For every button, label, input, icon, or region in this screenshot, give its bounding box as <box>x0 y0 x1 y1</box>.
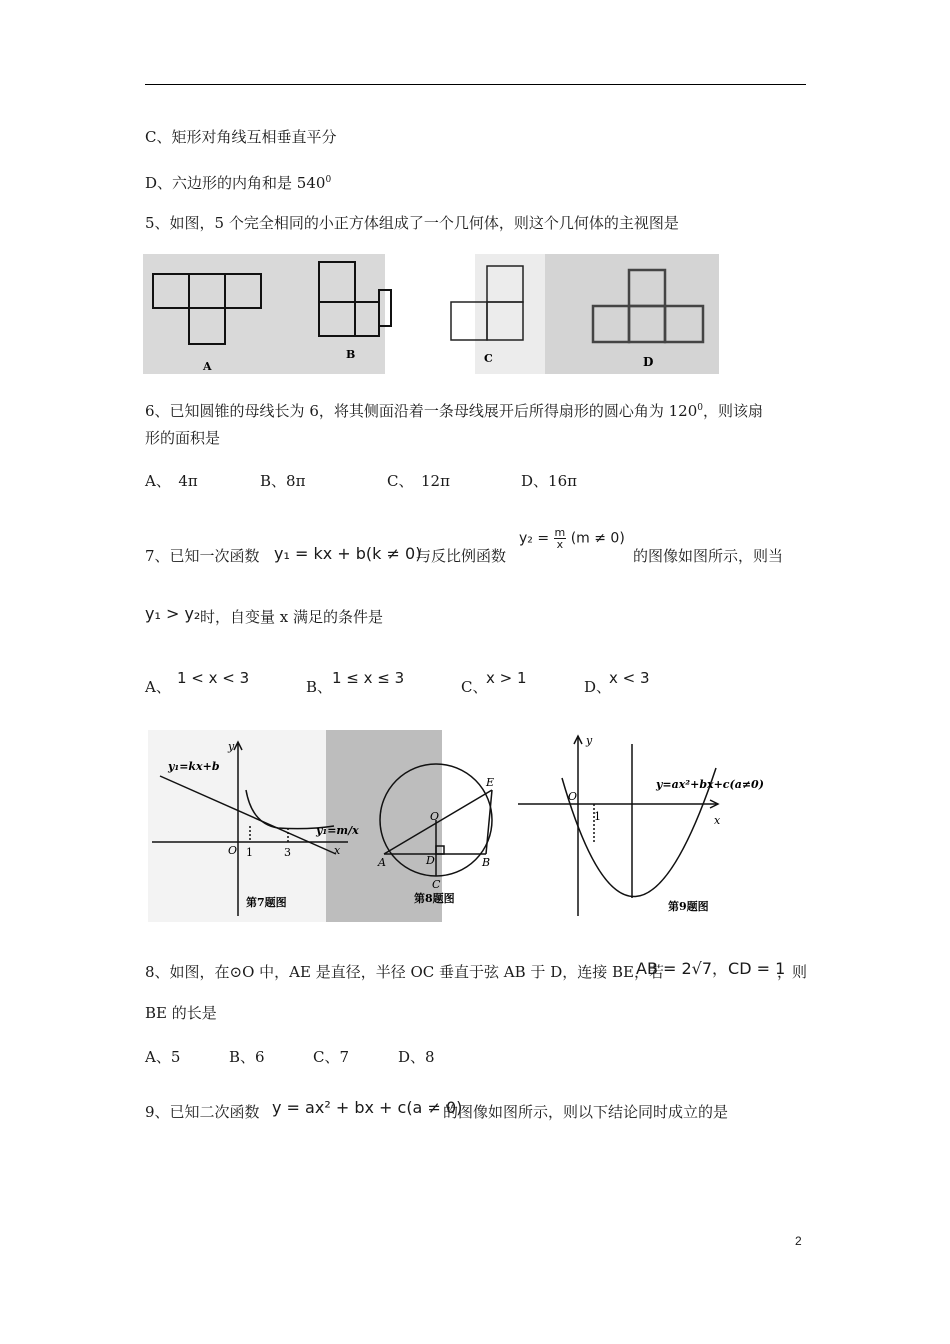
q4-option-d <box>145 170 331 193</box>
fig9-axis-x: x <box>714 814 721 827</box>
q8-line1-suffix: ，则 <box>777 963 808 981</box>
q6-line1-text: 6、已知圆锥的母线长为 6，将其侧面沿着一条母线展开后所得扇形的圆心角为 120 <box>145 402 698 420</box>
q6-option-d: D、16π <box>521 472 577 490</box>
q7-line1-middle: 与反比例函数 <box>416 547 507 565</box>
fig9 <box>518 736 718 916</box>
q9-prefix: 9、已知二次函数 <box>145 1103 260 1121</box>
q7-y1-formula: y₁ = kx + b(k ≠ 0) <box>274 544 422 563</box>
q7-option-a-label: A、 <box>145 678 171 696</box>
fig9-caption: 第9题图 <box>668 900 709 913</box>
q7-y2-den: x <box>556 538 564 551</box>
q6-line2: 形的面积是 <box>145 429 221 447</box>
fig8-point-d: D <box>426 854 435 867</box>
label-d: D <box>643 355 654 369</box>
q8-option-a: A、5 <box>145 1048 181 1066</box>
fig9-tick-1: 1 <box>594 810 601 823</box>
fig7-caption: 第7题图 <box>246 896 287 909</box>
q5-figure <box>143 254 719 374</box>
fig7-line-label: y₁=kx+b <box>168 760 220 773</box>
q6-option-c: C、 12π <box>387 472 450 490</box>
fig8-point-o: O <box>430 810 440 823</box>
q7-option-c-label: C、 <box>461 678 488 696</box>
fig7-origin: O <box>228 844 238 857</box>
q9-formula: y = ax² + bx + c(a ≠ 0) <box>272 1098 463 1117</box>
fig9-axis-y: y <box>586 734 593 747</box>
q5-figure-svg <box>143 254 719 374</box>
q7-y2-formula <box>519 527 625 550</box>
q7-option-b-label: B、 <box>306 678 333 696</box>
label-a: A <box>203 360 212 373</box>
q6-option-b: B、8π <box>260 472 306 490</box>
q7-condition-text: 时，自变量 x 满足的条件是 <box>200 608 383 626</box>
q7-q9-figures <box>148 730 764 922</box>
fig8-caption: 第8题图 <box>414 892 455 905</box>
fig8-point-e: E <box>486 776 495 789</box>
q7-option-b-value: 1 ≤ x ≤ 3 <box>332 669 405 687</box>
fig9-curve-label: y=ax²+bx+c(a≠0) <box>656 778 764 791</box>
q6-line1 <box>145 398 763 421</box>
fig7-axis-y: y <box>228 740 235 753</box>
fig8-point-b: B <box>482 856 491 869</box>
q7-line1-prefix: 7、已知一次函数 <box>145 547 260 565</box>
q7-option-d-label: D、 <box>584 678 612 696</box>
q8-line1: 8、如图，在⊙O 中，AE 是直径，半径 OC 垂直于弦 AB 于 D，连接 BE，若 <box>145 963 664 981</box>
q8-formula: AB = 2√7，CD = 1 <box>636 959 786 978</box>
q8-option-c: C、7 <box>313 1048 350 1066</box>
fig9-origin: O <box>568 790 578 803</box>
q7-option-c-value: x > 1 <box>486 669 527 687</box>
q7-y2-fraction <box>554 527 567 550</box>
q4-option-c: C、矩形对角线互相垂直平分 <box>145 128 337 146</box>
q8-option-d: D、8 <box>398 1048 435 1066</box>
q4-option-d-text: D、六边形的内角和是 540 <box>145 174 326 192</box>
q7-y2-num: m <box>554 526 566 539</box>
header-rule <box>145 84 806 85</box>
degree-sup: 0 <box>325 175 332 185</box>
q7-option-d-value: x < 3 <box>609 669 650 687</box>
label-b: B <box>346 348 356 361</box>
q8-line2: BE 的长是 <box>145 1004 217 1022</box>
fig8-point-a: A <box>378 856 386 869</box>
fig7-curve-label: y₁=m/x <box>316 824 359 837</box>
q6-degree-sup: 0 <box>697 403 703 413</box>
fig8-point-c: C <box>432 878 441 891</box>
q6-option-a: A、 4π <box>145 472 198 490</box>
q7-y2-lhs: y₂ = <box>519 530 550 547</box>
fig7-axis-x: x <box>334 844 341 857</box>
figures-svg <box>148 730 764 922</box>
page-number: 2 <box>795 1234 802 1248</box>
q6-line1-suffix: ，则该扇 <box>703 402 764 420</box>
q7-line1-suffix: 的图像如图所示，则当 <box>633 547 784 565</box>
label-c: C <box>484 352 493 365</box>
q7-y2-cond: (m ≠ 0) <box>570 530 625 547</box>
q5-text: 5、如图，5 个完全相同的小正方体组成了一个几何体，则这个几何体的主视图是 <box>145 214 679 232</box>
q8-option-b: B、6 <box>229 1048 265 1066</box>
fig7-tick-1: 1 <box>246 846 253 859</box>
q9-suffix: 的图像如图所示，则以下结论同时成立的是 <box>443 1103 729 1121</box>
fig7-tick-3: 3 <box>284 846 291 859</box>
q7-condition-formula: y₁ > y₂ <box>145 604 201 623</box>
q7-option-a-value: 1 < x < 3 <box>177 669 250 687</box>
